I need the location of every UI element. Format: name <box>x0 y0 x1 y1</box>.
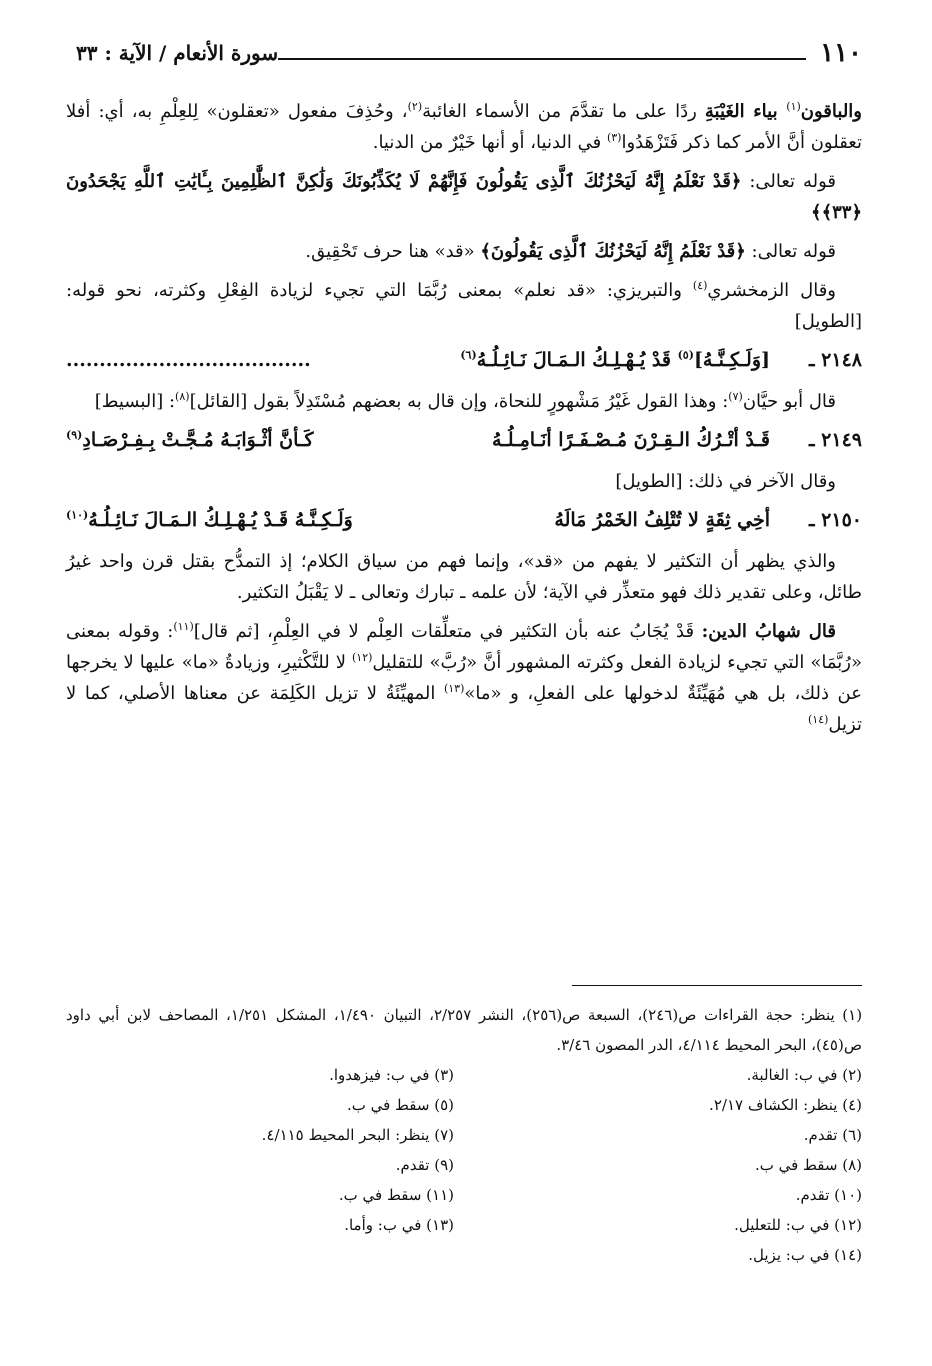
footnote-item: (٨) سقط في ب. <box>754 1156 862 1174</box>
quran-quote: ﴿قَدْ نَعْلَمُ إِنَّهُ لَيَحْزُنُكَ ٱلَّذِى يَقُولُونَ﴾ <box>480 241 746 262</box>
paragraph: قال شهابُ الدين: قَدْ يُجَابُ عنه بأن التكثير في متعلِّقات العِلْم لا في العِلْمِ، [ثم قال]$^{(١١)}$: وقوله بمعنى «رُبَّمَا» التي تجيء لزيادة الفعل وكثرته المشهور أنَّ «رُبَّ» للتقليل$^{(١٢)}$ لا للتَّكْثيرِ، وزيادةُ «ما» عليها لا يخرجها عن ذلك، بل هي مُهَيِّئَةٌ لدخولها على الفعلِ، و «ما»$^{(١٣)}$ المهيِّئَةُ لا تزيل الكَلِمَة عن معناها الأصلي، كما لا تزيل$^{(١٤)}$ <box>66 620 862 735</box>
footnote-item: (٩) تقدم. <box>395 1156 454 1174</box>
hemistich-second: وَلَـكِـنَّـهُ قَـدْ يُـهْـلِـكُ الـمَـالَ نَـائِـلُـهُ$^{(١٠)}$ <box>66 508 353 531</box>
page-number: ١١٠ <box>820 38 862 68</box>
paragraph: وقال الزمخشري$^{(٤)}$ والتبريزي: «قد نعلم» بمعنى رُبَّمَا التي تجيء لزيادة الفِعْلِ وكثرته، نحو قوله: [الطويل] <box>66 279 862 332</box>
footnote-item: (٥) سقط في ب. <box>346 1096 454 1114</box>
footnote-ref[interactable]: (١٠) <box>66 508 89 522</box>
quran-verse-paragraph: قوله تعالى: ﴿قَدْ نَعْلَمُ إِنَّهُ لَيَحْزُنُكَ ٱلَّذِى يَقُولُونَ فَإِنَّهُمْ لَا يُكَذِّبُونَكَ وَلَٰكِنَّ ٱلظَّٰلِمِينَ بِـَٔايَٰتِ ٱللَّهِ يَجْحَدُونَ ﴿٣٣﴾﴾ <box>66 171 862 223</box>
running-title: سورة الأنعام / الآية : ٣٣ <box>76 41 279 65</box>
hemistich-first: قَـدْ أتْـرُكُ الـقِـرْنَ مُـصْـفَـرًا أنَـامِـلُـهُ <box>491 429 770 451</box>
verse-number: ٢١٤٩ ـ <box>808 429 862 451</box>
paragraph: قوله تعالى: ﴿قَدْ نَعْلَمُ إِنَّهُ لَيَحْزُنُكَ ٱلَّذِى يَقُولُونَ﴾ «قد» هنا حرف تَحْقِيق. <box>305 241 836 262</box>
footnote-ref[interactable]: (٥) <box>677 348 694 362</box>
footnote-item: (٧) ينظر: البحر المحيط ٤/١١٥. <box>261 1126 454 1144</box>
footnote-ref[interactable]: (٢) <box>407 100 423 113</box>
footnote-grid <box>66 1060 862 1270</box>
hemistich-first: [وَلَـكِـنَّـهُ]$^{(٥)}$ قَدْ يُـهْـلِـكُ الـمَـالَ نَـائِـلُـهُ$^{(٦)}$ <box>460 348 770 371</box>
footnote-item: (٣) في ب: فيزهدوا. <box>329 1066 454 1084</box>
footnote-ref[interactable]: (١) <box>786 100 801 113</box>
verse-number: ٢١٤٨ ـ <box>808 349 862 371</box>
footnote-item: (١٠) تقدم. <box>795 1186 862 1204</box>
footnote-item: (١٢) في ب: للتعليل. <box>734 1216 862 1234</box>
footnote-ref[interactable]: (١٢) <box>352 651 373 664</box>
footnote-item: (٦) تقدم. <box>803 1126 862 1144</box>
footnote-item: (٤) ينظر: الكشاف ٢/١٧. <box>709 1096 862 1114</box>
footnote-item: (١٤) في ب: يزيل. <box>748 1246 862 1264</box>
footnote-ref[interactable]: (٨) <box>175 390 190 403</box>
footnote-ref[interactable]: (٤) <box>692 279 708 292</box>
paragraph: والذي يظهر أن التكثير لا يفهم من «قد»، وإنما فهم من سياق الكلام؛ إذ التمدُّح بقتل قرن واحد غيرُ طائل، وعلى تقدير ذلك فهو متعذِّر في الآية؛ لأن علمه ـ تبارك وتعالى ـ لا يَقْبَلُ التكثير. <box>66 551 862 603</box>
poetry-verse-2148 <box>66 345 862 376</box>
footnote-ref[interactable]: (١٤) <box>807 713 829 726</box>
main-text <box>66 96 862 748</box>
paragraph: قال أبو حيَّان$^{(٧)}$: وهذا القول غَيْرُ مَشْهورٍ للنحاة، وإن قال به بعضهم مُسْتَدِلاً بقول [القائل]$^{(٨)}$: [البسيط] <box>94 390 836 412</box>
footnote-ref[interactable]: (١١) <box>173 620 194 633</box>
footnote-item: (١٣) في ب: وأما. <box>344 1216 454 1234</box>
footnote-ref[interactable]: (٧) <box>728 390 743 403</box>
verse-number: ٢١٥٠ ـ <box>808 509 862 531</box>
header-rule <box>278 58 806 60</box>
footnote-ref[interactable]: (١٣) <box>443 682 465 695</box>
footnote-item: (٢) في ب: الغالبة. <box>746 1066 862 1084</box>
paragraph: والباقون$^{(١)}$ بياء الغَيْبَةِ ردًا على ما تقدَّمَ من الأسماء الغائبة$^{(٢)}$، وحُذِفَ مفعول «تعقلون» لِلعِلْمِ به، أي: أفلا تعقلون أنَّ الأمر كما ذكر فَتَزْهَدُوا$^{(٣)}$ في الدنيا، أو أنها خَيْرٌ من الدنيا. <box>66 100 862 153</box>
footnote-item: (١١) سقط في ب. <box>338 1186 454 1204</box>
poetry-verse-2150 <box>66 505 862 536</box>
quran-verse: ﴿قَدْ نَعْلَمُ إِنَّهُ لَيَحْزُنُكَ ٱلَّذِى يَقُولُونَ فَإِنَّهُمْ لَا يُكَذِّبُونَكَ وَلَٰكِنَّ ٱلظَّٰلِمِينَ بِـَٔايَٰتِ ٱللَّهِ يَجْحَدُونَ ﴿٣٣﴾﴾ <box>66 171 862 223</box>
footnote-ref[interactable]: (٩) <box>66 428 83 442</box>
paragraph: وقال الآخر في ذلك: [الطويل] <box>615 471 836 492</box>
footnote-ref[interactable]: (٣) <box>606 131 622 144</box>
poetry-verse-2149 <box>66 425 862 456</box>
hemistich-second: كَـأنَّ أثْـوَابَـهُ مُـجَّـتْ بِـفِـرْصَـادِ$^{(٩)}$ <box>66 428 314 451</box>
hemistich-first: أخِي ثِقَةٍ لا تُتْلِفُ الخَمْرُ مَالَهُ <box>554 509 770 531</box>
footnotes <box>66 1000 862 1270</box>
footnote-separator <box>572 985 862 986</box>
footnote-ref[interactable]: (٦) <box>460 348 477 362</box>
footnote-1: (١) ينظر: حجة القراءات ص(٢٤٦)، السبعة ص(٢٥٦)، النشر ٢/٢٥٧، التبيان ١/٤٩٠، المشكل ١/٢٥١، المصاحف لابن أبي داود ص(٤٥)، البحر المحيط ٤/١١٤، الدر المصون ٣/٤٦. <box>66 1006 863 1054</box>
hemistich-dots: ..................................... <box>66 349 311 371</box>
page-header <box>66 28 862 68</box>
